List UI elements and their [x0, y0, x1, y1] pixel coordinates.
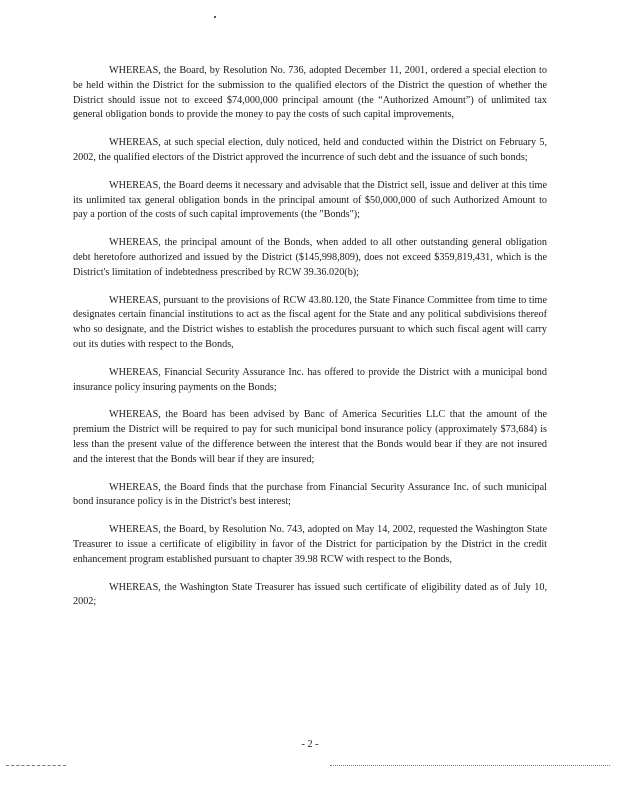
- whereas-paragraph: WHEREAS, Financial Security Assurance Inc. has offered to provide the District with a municipal bond insurance policy insuring payments on the Bonds;: [73, 366, 547, 393]
- whereas-paragraph: WHEREAS, the Board, by Resolution No. 736, adopted December 11, 2001, ordered a special election to be held within the District for the submission to the qualified electors of the District the question of whether the District should issue not to exceed $74,000,000 principal amount (the “Authorized Amount”) of unlimited tax general obligation bonds to provide the money to pay the costs of such capital improvements,: [73, 65, 547, 121]
- scan-mark: [214, 16, 216, 18]
- whereas-paragraph: WHEREAS, pursuant to the provisions of RCW 43.80.120, the State Finance Committee from time to time designates certain financial institutions to act as the fiscal agent for the State and any political subdivisions thereof who so designate, and the District wishes to establish the procedures pursuant to which such fiscal agent will carry out its duties with respect to the Bonds,: [73, 294, 547, 350]
- whereas-paragraph: WHEREAS, the Board has been advised by Banc of America Securities LLC that the amount of the premium the District will be required to pay for such municipal bond insurance policy (approximately $73,684) is less than the present value of the difference between the interest that the Bonds would bear if they are not insured and the interest that the Bonds will bear if they are insured;: [73, 409, 547, 465]
- whereas-paragraph: WHEREAS, the Board deems it necessary and advisable that the District sell, issue and deliver at this time its unlimited tax general obligation bonds in the principal amount of $50,000,000 of such Authorized Amount to pay a portion of the costs of such capital improvements (the "Bonds");: [73, 179, 547, 221]
- whereas-paragraph: WHEREAS, the Board, by Resolution No. 743, adopted on May 14, 2002, requested the Washington State Treasurer to issue a certificate of eligibility in favor of the District for participation by the District in the credit enhancement program established pursuant to chapter 39.98 RCW with respect to the Bonds,: [73, 524, 547, 565]
- whereas-paragraph: WHEREAS, the principal amount of the Bonds, when added to all other outstanding general obligation debt heretofore authorized and issued by the District ($145,998,809), does not exceed $359,819,431, which is the District's limitation of indebtedness prescribed by RCW 39.36.020(b);: [73, 237, 547, 278]
- whereas-paragraph: WHEREAS, the Board finds that the purchase from Financial Security Assurance Inc. of such municipal bond insurance policy is in the District's best interest;: [73, 481, 547, 508]
- page-number: - 2 -: [301, 739, 319, 750]
- footer-rule: [6, 765, 66, 766]
- whereas-paragraph: WHEREAS, the Washington State Treasurer has issued such certificate of eligibility dated as of July 10, 2002;: [73, 581, 547, 608]
- footer-rule: [330, 765, 610, 766]
- document-body: [73, 64, 547, 623]
- whereas-paragraph: WHEREAS, at such special election, duly noticed, held and conducted within the District on February 5, 2002, the qualified electors of the District approved the incurrence of such debt and the issuance of such bonds;: [73, 137, 547, 163]
